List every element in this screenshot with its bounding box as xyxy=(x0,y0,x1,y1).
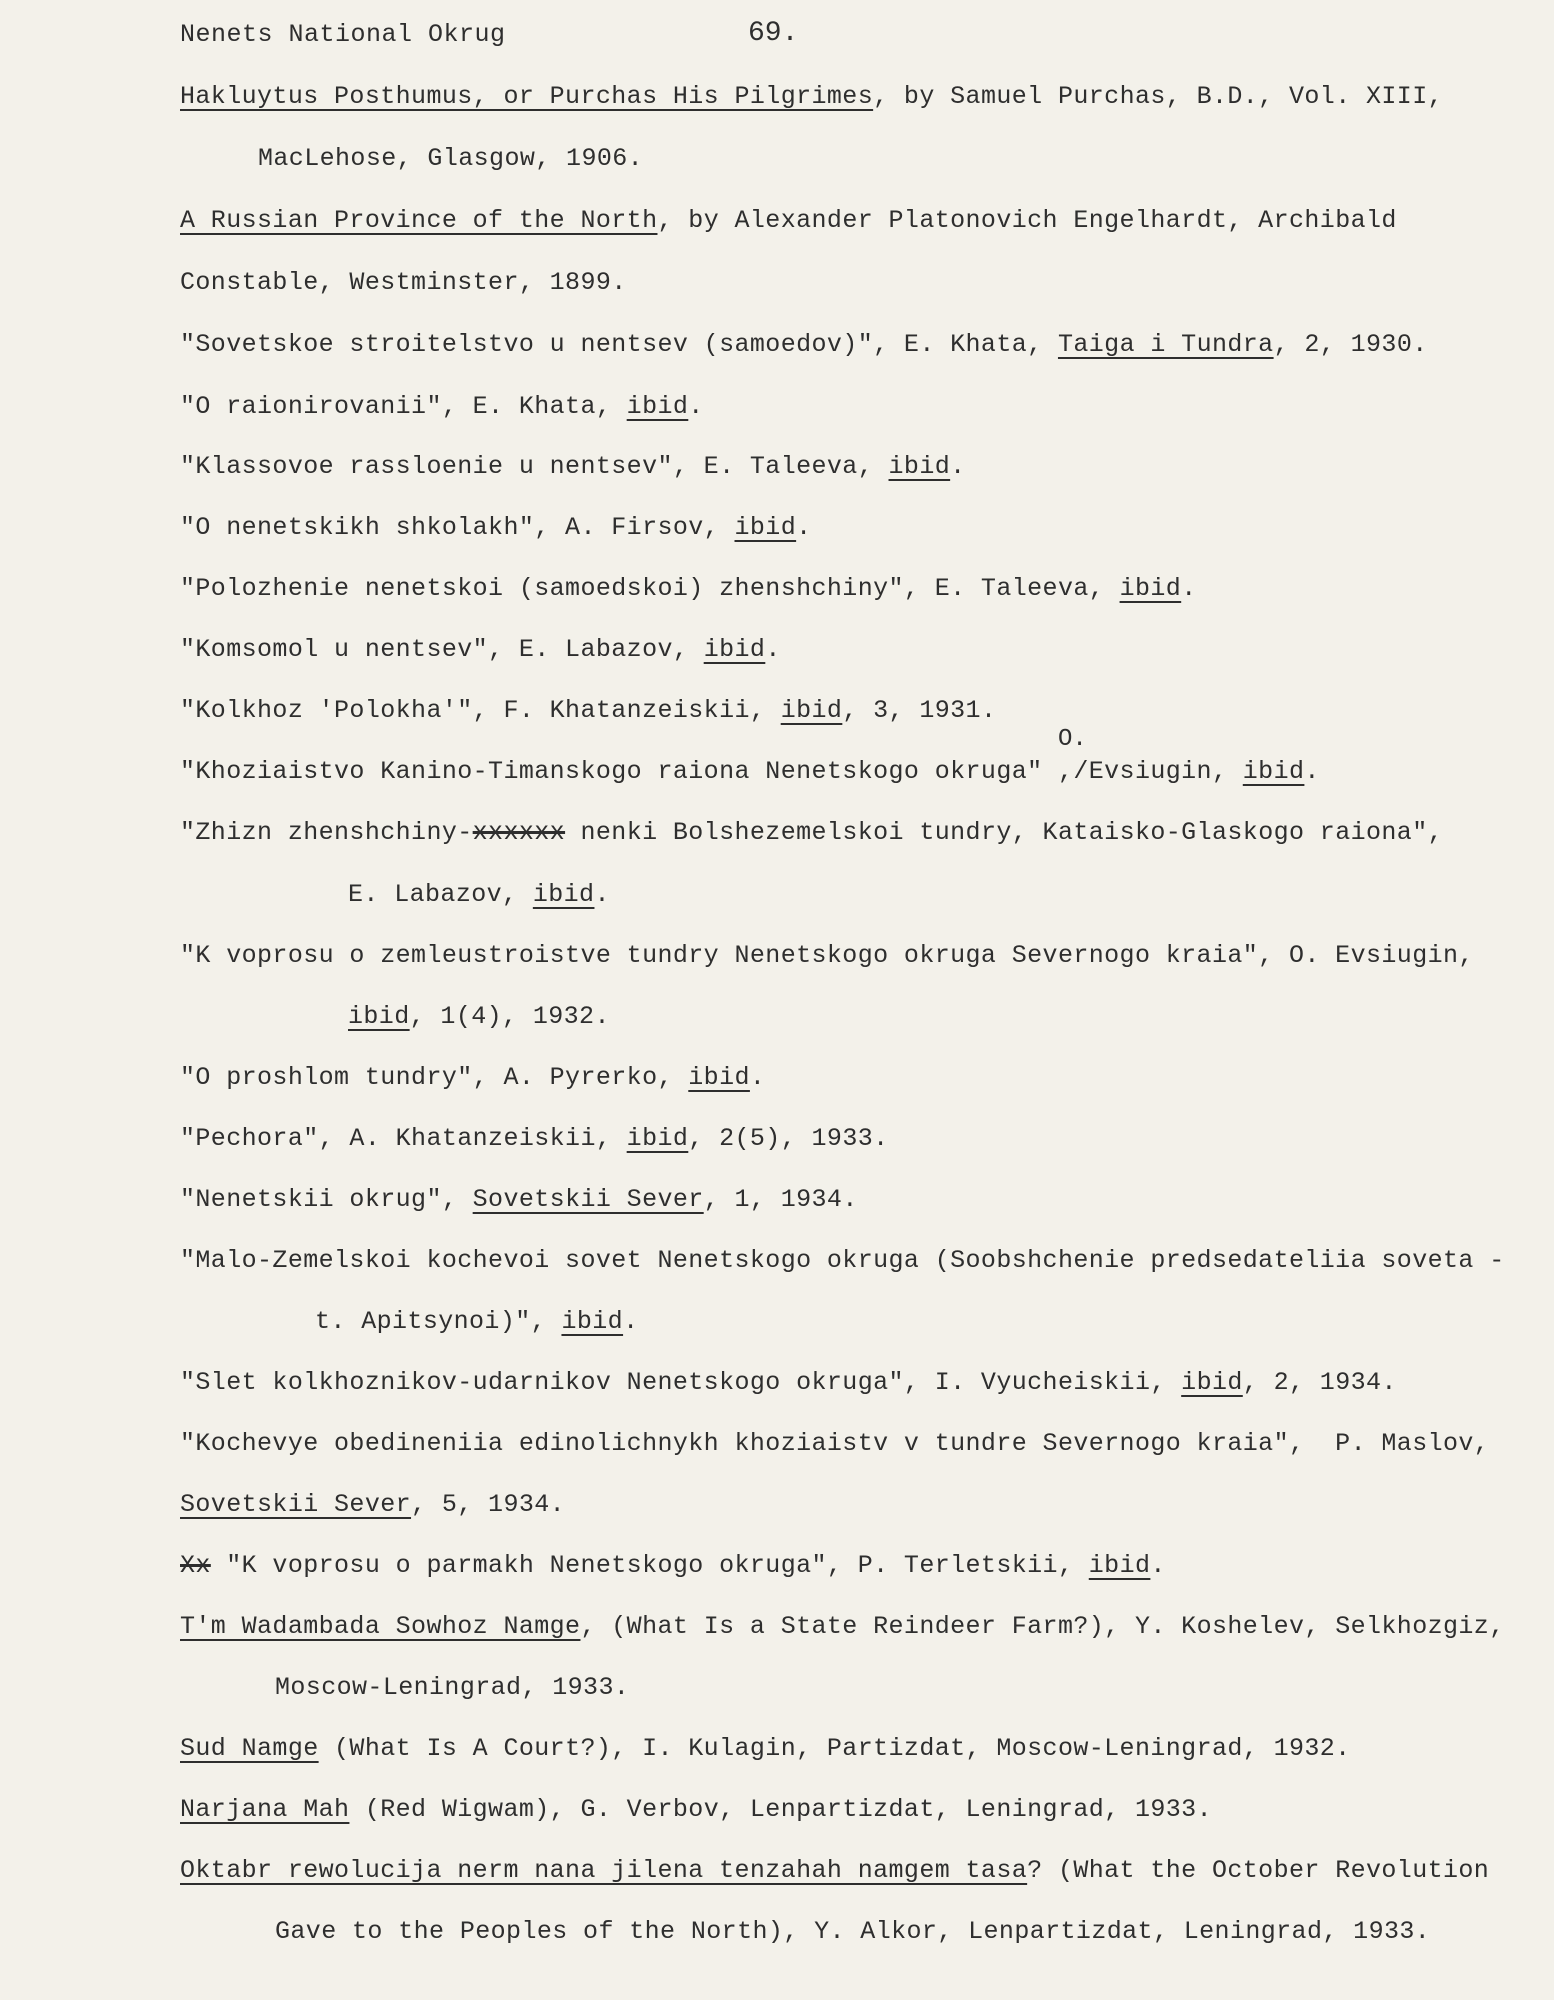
entry-text: "O nenetskikh shkolakh", A. Firsov, xyxy=(180,513,735,542)
ibid-ref: ibid xyxy=(626,1124,689,1153)
entry-text: (Red Wigwam), G. Verbov, Lenpartizdat, Leningrad, 1933. xyxy=(349,1795,1212,1824)
bib-entry-continuation: Moscow-Leningrad, 1933. xyxy=(275,1673,630,1702)
struck-out-text: xxxxxx xyxy=(472,818,566,847)
entry-text: . xyxy=(688,392,704,421)
entry-text: . xyxy=(1150,1551,1166,1580)
bib-entry xyxy=(180,1185,858,1214)
bib-entry xyxy=(180,635,781,664)
entry-text: . xyxy=(765,635,781,664)
book-title: A Russian Province of the North xyxy=(180,206,658,235)
entry-text: "Khoziaistvo Kanino-Timanskogo raiona Nenetskogo okruga" ,/Evsiugin, xyxy=(180,757,1243,786)
book-title: T'm Wadambada Sowhoz Namge xyxy=(180,1612,581,1641)
entry-text: "K voprosu o parmakh Nenetskogo okruga", P. Terletskii, xyxy=(210,1551,1089,1580)
book-title: Sud Namge xyxy=(180,1734,319,1763)
entry-text: , 2, 1934. xyxy=(1242,1368,1397,1397)
entry-text: "Nenetskii okrug", xyxy=(180,1185,473,1214)
entry-text: ? (What the October Revolution xyxy=(1027,1856,1490,1885)
entry-text: , 1(4), 1932. xyxy=(409,1002,610,1031)
journal-title: Taiga i Tundra xyxy=(1057,330,1274,359)
entry-text: "Pechora", A. Khatanzeiskii, xyxy=(180,1124,627,1153)
entry-text: . xyxy=(594,880,610,909)
entry-text: , 3, 1931. xyxy=(842,696,997,725)
struck-out-text: Xx xyxy=(180,1551,211,1580)
bib-entry-continuation xyxy=(180,1490,565,1519)
bib-entry xyxy=(180,1734,1351,1763)
ibid-ref: ibid xyxy=(1242,757,1305,786)
entry-text: "Kolkhoz 'Polokha'", F. Khatanzeiskii, xyxy=(180,696,781,725)
bib-entry xyxy=(180,513,812,542)
entry-text: "Polozhenie nenetskoi (samoedskoi) zhenshchiny", E. Taleeva, xyxy=(180,574,1120,603)
bib-entry xyxy=(180,206,1397,235)
book-title: Oktabr rewolucija nerm nana jilena tenzahah namgem tasa xyxy=(180,1856,1028,1885)
bib-entry xyxy=(180,1063,765,1092)
bib-entry: "Kochevye obedineniia edinolichnykh khoziaistv v tundre Severnogo kraia", P. Maslov, xyxy=(180,1429,1490,1458)
bib-entry-continuation xyxy=(348,880,610,909)
handwritten-insertion: O. xyxy=(1058,726,1087,753)
entry-text: . xyxy=(1304,757,1320,786)
entry-text: t. Apitsynoi)", xyxy=(315,1307,562,1336)
entry-text: , 1, 1934. xyxy=(703,1185,858,1214)
ibid-ref: ibid xyxy=(734,513,797,542)
bib-entry-continuation xyxy=(348,1002,610,1031)
ibid-ref: ibid xyxy=(780,696,843,725)
entry-text: "Sovetskoe stroitelstvo u nentsev (samoedov)", E. Khata, xyxy=(180,330,1058,359)
bib-entry-continuation: Gave to the Peoples of the North), Y. Alkor, Lenpartizdat, Leningrad, 1933. xyxy=(275,1917,1431,1946)
bib-entry xyxy=(180,696,996,725)
page-number: 69. xyxy=(748,18,799,49)
bib-entry xyxy=(180,1551,1166,1580)
running-header: Nenets National Okrug xyxy=(180,20,506,49)
bib-entry-continuation: MacLehose, Glasgow, 1906. xyxy=(258,144,644,173)
bib-entry xyxy=(180,1124,889,1153)
entry-text: "O raionirovanii", E. Khata, xyxy=(180,392,627,421)
entry-text: nenki Bolshezemelskoi tundry, Kataisko-Glaskogo raiona", xyxy=(565,818,1444,847)
bib-entry xyxy=(180,574,1197,603)
entry-text: "Zhizn zhenshchiny- xyxy=(180,818,473,847)
bib-entry xyxy=(180,392,704,421)
bib-entry xyxy=(180,818,1443,847)
entry-text: . xyxy=(749,1063,766,1092)
bib-entry: "Malo-Zemelskoi kochevoi sovet Nenetskogo okruga (Soobshchenie predsedateliia soveta - xyxy=(180,1246,1505,1275)
entry-text: . xyxy=(796,513,812,542)
entry-text: , 5, 1934. xyxy=(411,1490,566,1519)
entry-text: , by Samuel Purchas, B.D., Vol. XIII, xyxy=(873,82,1444,111)
ibid-ref: ibid xyxy=(532,880,595,909)
ibid-ref: ibid xyxy=(703,635,766,664)
bib-entry-continuation xyxy=(315,1307,638,1336)
ibid-ref: ibid xyxy=(626,392,689,421)
ibid-ref: ibid xyxy=(348,1002,410,1031)
entry-text: , (What Is a State Reindeer Farm?), Y. Koshelev, Selkhozgiz, xyxy=(580,1612,1505,1641)
bib-entry xyxy=(180,330,1428,359)
entry-text: "O proshlom tundry", A. Pyrerko, xyxy=(180,1063,689,1092)
entry-text: . xyxy=(950,452,966,481)
ibid-ref: ibid xyxy=(688,1063,750,1092)
bib-entry xyxy=(180,82,1443,111)
ibid-ref: ibid xyxy=(1088,1551,1151,1580)
bib-entry xyxy=(180,1612,1505,1641)
book-title: Narjana Mah xyxy=(180,1795,350,1824)
entry-text: "Slet kolkhoznikov-udarnikov Nenetskogo okruga", I. Vyucheiskii, xyxy=(180,1368,1182,1397)
bib-entry xyxy=(180,757,1320,786)
bib-entry-continuation: Constable, Westminster, 1899. xyxy=(180,268,627,297)
ibid-ref: ibid xyxy=(1119,574,1182,603)
entry-text: . xyxy=(623,1307,639,1336)
ibid-ref: ibid xyxy=(1181,1368,1243,1397)
bib-entry xyxy=(180,452,966,481)
book-title: Hakluytus Posthumus, or Purchas His Pilgrimes xyxy=(180,82,874,111)
bib-entry xyxy=(180,1795,1212,1824)
entry-text: , by Alexander Platonovich Engelhardt, Archibald xyxy=(657,206,1397,235)
ibid-ref: ibid xyxy=(561,1307,624,1336)
entry-text: (What Is A Court?), I. Kulagin, Partizdat, Moscow-Leningrad, 1932. xyxy=(318,1734,1351,1763)
entry-text: "Komsomol u nentsev", E. Labazov, xyxy=(180,635,704,664)
entry-text: , 2, 1930. xyxy=(1273,330,1428,359)
journal-title: Sovetskii Sever xyxy=(472,1185,704,1214)
journal-title: Sovetskii Sever xyxy=(180,1490,412,1519)
entry-text: . xyxy=(1181,574,1197,603)
bib-entry: "K voprosu o zemleustroistve tundry Nenetskogo okruga Severnogo kraia", O. Evsiugin, xyxy=(180,941,1474,970)
entry-text: E. Labazov, xyxy=(348,880,533,909)
bib-entry xyxy=(180,1856,1489,1885)
entry-text: "Klassovoe rassloenie u nentsev", E. Taleeva, xyxy=(180,452,889,481)
ibid-ref: ibid xyxy=(888,452,951,481)
entry-text: , 2(5), 1933. xyxy=(688,1124,889,1153)
bib-entry xyxy=(180,1368,1397,1397)
